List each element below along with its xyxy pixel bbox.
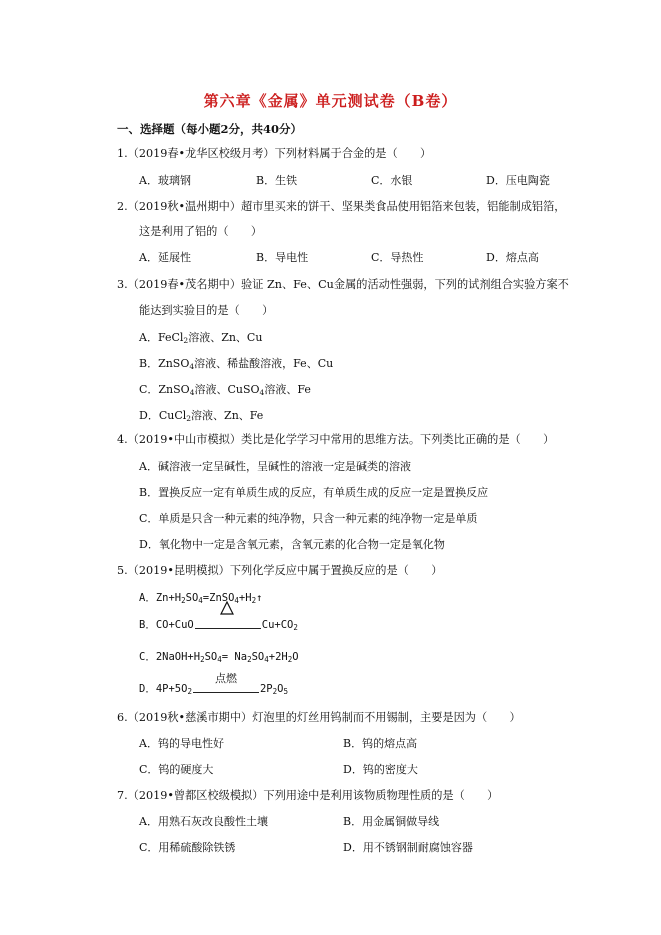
question-6-option-c[interactable]: C．钨的硬度大 — [139, 763, 214, 776]
question-6-option-b[interactable]: B．钨的熔点高 — [343, 737, 418, 750]
question-4-option-c[interactable]: C．单质是只含一种元素的纯净物，只含一种元素的纯净物一定是单质 — [139, 512, 478, 525]
question-4-option-b[interactable]: B．置换反应一定有单质生成的反应，有单质生成的反应一定是置换反应 — [139, 486, 489, 499]
question-3-option-a[interactable]: A．FeCl$_2$溶液、Zn、Cu — [139, 331, 263, 345]
question-4-stem: 4.（2019•中山市模拟）类比是化学学习中常用的思维方法。下列类比正确的是（ ） — [117, 433, 555, 446]
page-title: 第六章《金属》单元测试卷（B卷） — [203, 92, 458, 110]
question-1-option-d[interactable]: D．压电陶瓷 — [486, 174, 550, 187]
question-3-option-c[interactable]: C．ZnSO$_4$溶液、CuSO$_4$溶液、Fe — [139, 383, 311, 397]
question-6-option-d[interactable]: D．钨的密度大 — [343, 763, 418, 776]
question-1-option-c[interactable]: C．水银 — [371, 174, 413, 187]
ignite-condition — [193, 672, 259, 696]
question-5-option-b[interactable]: B．CO+CuO $Cu+CO_2$ — [139, 618, 298, 632]
ignite-label: 点燃 — [214, 672, 237, 685]
question-1-option-a[interactable]: A．玻璃钢 — [139, 174, 191, 187]
question-4-option-a[interactable]: A．碱溶液一定呈碱性，呈碱性的溶液一定是碱类的溶液 — [139, 460, 411, 473]
question-2-option-c[interactable]: C．导热性 — [371, 251, 424, 264]
section-heading: 一、选择题（每小题2分，共40分） — [117, 122, 303, 136]
question-7-stem: 7.（2019•曾都区校级模拟）下列用途中是利用该物质物理性质的是（ ） — [117, 789, 499, 802]
question-1-stem: 1.（2019春•龙华区校级月考）下列材料属于合金的是（ ） — [117, 147, 432, 160]
question-7-option-c[interactable]: C．用稀硫酸除铁锈 — [139, 841, 236, 854]
question-1-option-b[interactable]: B．生铁 — [256, 174, 298, 187]
question-7-option-b[interactable]: B．用金属铜做导线 — [343, 815, 440, 828]
question-5-stem: 5.（2019•昆明模拟）下列化学反应中属于置换反应的是（ ） — [117, 564, 443, 577]
question-3-stem-line-2: 能达到实验目的是（ ） — [139, 304, 274, 317]
question-2-stem-line-2: 这是利用了铝的（ ） — [139, 225, 263, 238]
question-5-option-d[interactable]: D．$4P+5O_2$ 点燃 $2P_2O_5$ — [139, 672, 288, 696]
question-2-option-a[interactable]: A．延展性 — [139, 251, 191, 264]
question-2-option-b[interactable]: B．导电性 — [256, 251, 309, 264]
question-2-stem-line-1: 2.（2019秋•温州期中）超市里买来的饼干、坚果类食品使用铝箔来包装，铝能制成铝箔， — [117, 200, 566, 213]
question-3-option-b[interactable]: B．ZnSO$_4$溶液、稀盐酸溶液，Fe、Cu — [139, 357, 334, 371]
question-6-option-a[interactable]: A．钨的导电性好 — [139, 737, 224, 750]
question-4-option-d[interactable]: D．氧化物中一定是含氧元素，含氧元素的化合物一定是氧化物 — [139, 538, 445, 551]
question-5-option-a[interactable]: A．$Zn+H_2SO_4=ZnSO_4+H_2↑$ — [139, 592, 263, 605]
question-3-stem-line-1: 3.（2019春•茂名期中）验证 Zn、Fe、Cu金属的活动性强弱，下列的试剂组合实验方案不 — [117, 278, 569, 291]
question-7-option-d[interactable]: D．用不锈钢制耐腐蚀容器 — [343, 841, 473, 854]
heat-condition — [195, 618, 261, 632]
question-5-option-c[interactable]: C．$2NaOH+H_2SO_4= Na_2SO_4+2H_2O$ — [139, 651, 299, 664]
question-6-stem: 6.（2019秋•慈溪市期中）灯泡里的灯丝用钨制而不用锡制，主要是因为（ ） — [117, 711, 521, 724]
question-7-option-a[interactable]: A．用熟石灰改良酸性土壤 — [139, 815, 268, 828]
question-2-option-d[interactable]: D．熔点高 — [486, 251, 539, 264]
question-3-option-d[interactable]: D．CuCl$_2$溶液、Zn、Fe — [139, 409, 264, 423]
